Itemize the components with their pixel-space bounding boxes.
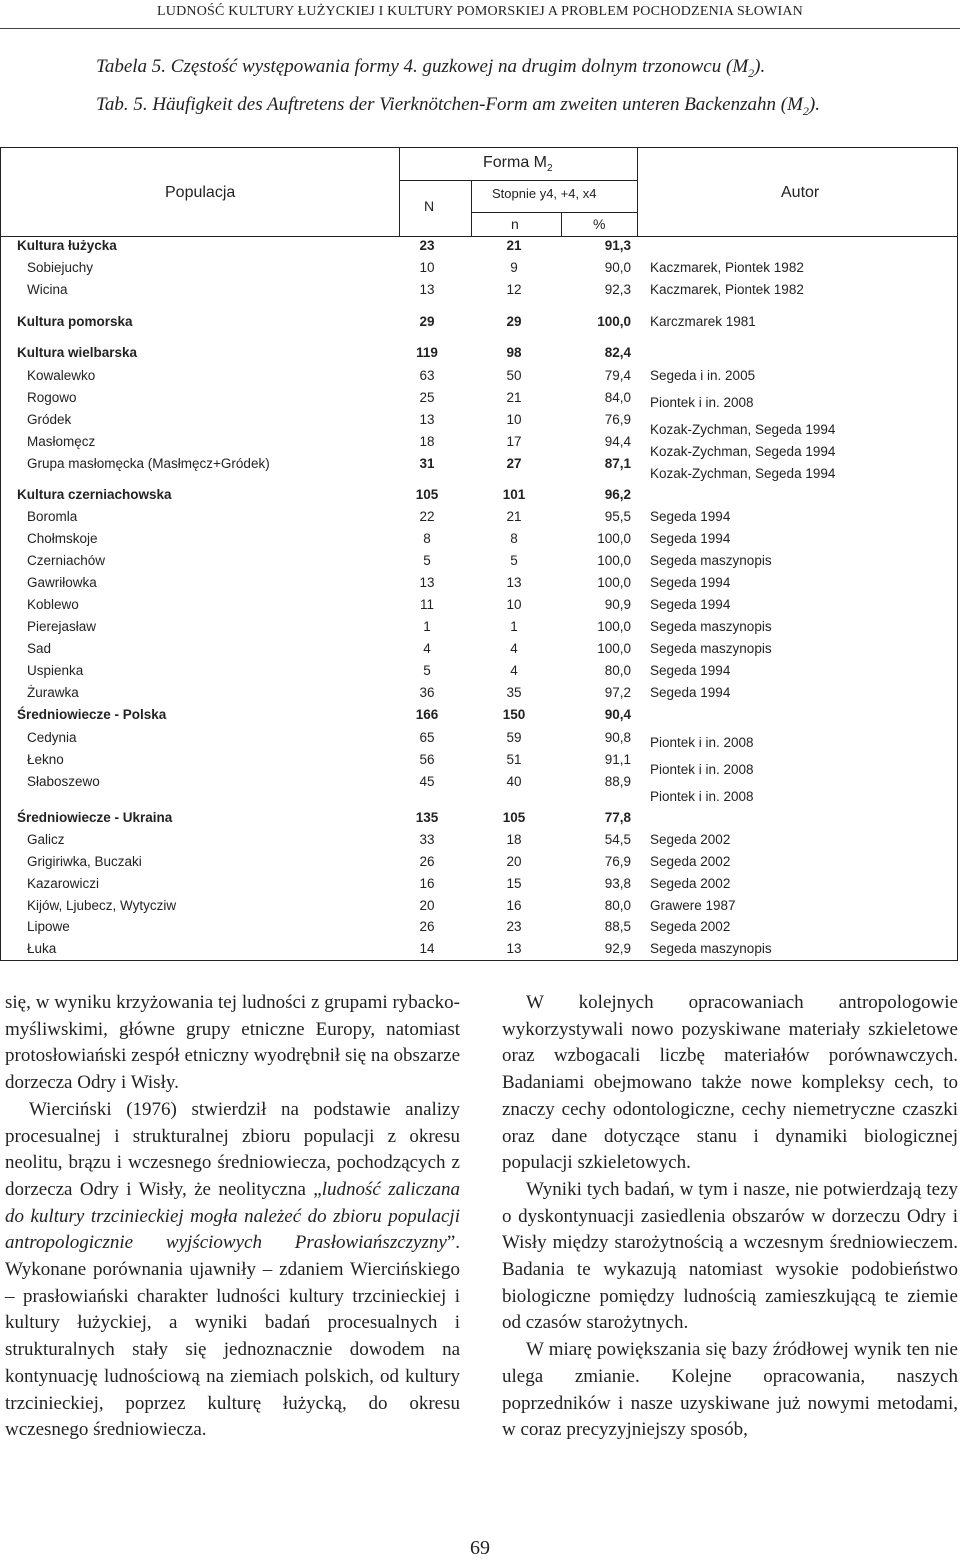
row-pct: 97,2 bbox=[604, 685, 631, 700]
row-author: Segeda i in. 2005 bbox=[650, 368, 756, 383]
row-population: Czerniachów bbox=[27, 553, 106, 568]
n-total-header: N bbox=[424, 198, 435, 214]
row-n: 21 bbox=[506, 509, 522, 524]
row-N: 166 bbox=[415, 707, 439, 722]
header-rule bbox=[0, 28, 960, 29]
row-pct: 91,1 bbox=[604, 752, 631, 767]
row-population: Chołmskoje bbox=[27, 531, 98, 546]
row-N: 20 bbox=[419, 898, 435, 913]
row-pct: 100,0 bbox=[597, 531, 631, 546]
row-N: 45 bbox=[419, 774, 435, 789]
row-n: 8 bbox=[510, 531, 518, 546]
caption-de-text: Tab. 5. Häufigkeit des Auftretens der Vierknötchen-Form am zweiten unteren Backenzahn (M bbox=[96, 94, 803, 115]
row-pct: 54,5 bbox=[604, 832, 631, 847]
row-author: Piontek i in. 2008 bbox=[650, 789, 754, 804]
row-population: Galicz bbox=[27, 832, 65, 847]
caption-de-sub: 2 bbox=[802, 103, 809, 118]
row-pct: 90,8 bbox=[604, 730, 631, 745]
row-population: Grigiriwka, Buczaki bbox=[27, 854, 142, 869]
row-population: Uspienka bbox=[27, 663, 84, 678]
row-N: 5 bbox=[423, 663, 431, 678]
row-pct: 100,0 bbox=[597, 553, 631, 568]
caption-pl-end: ). bbox=[754, 56, 766, 77]
row-n: 29 bbox=[506, 314, 522, 329]
quotation: ludność zaliczana do kultury trzcinieckiej mogła należeć do zbioru populacji antropologicznie wyjściowych Prasłowiańszczyzny bbox=[5, 1178, 460, 1254]
row-N: 11 bbox=[419, 597, 434, 612]
row-n: 13 bbox=[506, 575, 522, 590]
row-author: Kozak-Zychman, Segeda 1994 bbox=[650, 466, 836, 481]
row-N: 25 bbox=[419, 390, 435, 405]
row-n: 40 bbox=[506, 774, 522, 789]
paragraph-text: Wierciński (1976) stwierdził na podstawie analizy procesualnej i strukturalnej zbioru populacji z okresu neolitu, brązu i wczesnego średniowiecza, pochodzących z dorzecza Odry i Wisły, że neolityczna „ bbox=[5, 1098, 460, 1200]
row-N: 23 bbox=[419, 238, 435, 253]
row-n: 4 bbox=[510, 641, 518, 656]
row-author: Segeda 2002 bbox=[650, 832, 731, 847]
running-header: LUDNOŚĆ KULTURY ŁUŻYCKIEJ I KULTURY POMORSKIEJ A PROBLEM POCHODZENIA SŁOWIAN bbox=[157, 4, 803, 19]
row-N: 18 bbox=[419, 434, 435, 449]
row-population: Rogowo bbox=[27, 390, 77, 405]
row-population: Boromla bbox=[27, 509, 78, 524]
row-population: Kultura czerniachowska bbox=[17, 487, 172, 502]
row-pct: 92,3 bbox=[604, 282, 631, 297]
pct-header: % bbox=[593, 216, 606, 232]
row-n: 21 bbox=[506, 238, 522, 253]
row-n: 35 bbox=[506, 685, 522, 700]
row-n: 21 bbox=[506, 390, 522, 405]
row-n: 59 bbox=[506, 730, 522, 745]
row-pct: 80,0 bbox=[604, 898, 631, 913]
row-N: 13 bbox=[419, 412, 435, 427]
row-n: 18 bbox=[506, 832, 522, 847]
row-author: Kaczmarek, Piontek 1982 bbox=[650, 282, 804, 297]
caption-pl-text: Tabela 5. Częstość występowania formy 4. guzkowej na drugim dolnym trzonowcu (M bbox=[96, 56, 749, 77]
row-n: 101 bbox=[502, 487, 526, 502]
row-population: Słaboszewo bbox=[27, 774, 100, 789]
paragraph: Wyniki tych badań, w tym i nasze, nie potwierdzają tezy o dyskontynuacji zasiedlenia obszarów w dorzeczu Odry i Wisły między starożytnością a wczesnym średniowieczem. Badania te wykazują natomiast wysokie podobieństwo biologiczne pomiędzy ludnością zamieszkującą te ziemie od czasów starożytnych. bbox=[502, 1178, 958, 1334]
row-n: 4 bbox=[510, 663, 518, 678]
row-N: 119 bbox=[416, 345, 438, 360]
row-pct: 87,1 bbox=[604, 456, 631, 471]
row-author: Piontek i in. 2008 bbox=[650, 735, 754, 750]
row-divider bbox=[399, 180, 637, 181]
row-population: Średniowiecze - Polska bbox=[17, 707, 167, 722]
paragraph: W kolejnych opracowaniach antropologowie wykorzystywali nowo pozyskiwane materiały szkieletowe oraz wzbogacali liczbę materiałów porównawczych. Badaniami obejmowano także nowe kompleksy cech, to znaczy cechy odontologiczne, cechy niemetryczne czaszki oraz dane dotyczące stanu i dynamiki biologicznej populacji szkieletowych. bbox=[502, 992, 958, 1174]
row-pct: 95,5 bbox=[604, 509, 631, 524]
row-population: Kazarowiczi bbox=[27, 876, 100, 891]
row-N: 135 bbox=[415, 810, 439, 825]
row-population: Cedynia bbox=[27, 730, 77, 745]
paragraph-text: ”. Wykonane porównania ujawniły – zdaniem Wiercińskiego – prasłowiański charakter ludności kultury trzcinieckiej i kultury łużyckiej, a wyniki badań procesualnych i strukturalnych stały się jednoznacznie dowodem na kontynuację ludnościową na ziemiach polskich, od kultury trzcinieckiej, poprzez kulturę łużycką, do okresu wczesnego średniowiecza. bbox=[5, 1232, 460, 1441]
row-pct: 96,2 bbox=[604, 487, 631, 502]
row-pct: 92,9 bbox=[604, 941, 631, 956]
row-n: 23 bbox=[506, 919, 522, 934]
row-N: 31 bbox=[419, 456, 435, 471]
row-population: Pierejasław bbox=[27, 619, 97, 634]
text-column-left bbox=[5, 990, 460, 1444]
row-N: 14 bbox=[419, 941, 435, 956]
row-N: 26 bbox=[419, 854, 435, 869]
row-population: Wicina bbox=[27, 282, 68, 297]
row-population: Kultura pomorska bbox=[17, 314, 133, 329]
row-author: Segeda 1994 bbox=[650, 597, 731, 612]
row-divider bbox=[471, 212, 637, 213]
row-author: Segeda maszynopis bbox=[650, 941, 772, 956]
row-N: 22 bbox=[419, 509, 435, 524]
row-N: 4 bbox=[423, 641, 431, 656]
row-n: 98 bbox=[506, 345, 522, 360]
row-author: Segeda maszynopis bbox=[650, 553, 772, 568]
row-population: Sobiejuchy bbox=[27, 260, 94, 275]
row-n: 13 bbox=[506, 941, 522, 956]
row-N: 56 bbox=[419, 752, 435, 767]
row-n: 20 bbox=[506, 854, 522, 869]
row-population: Kijów, Ljubecz, Wytycziw bbox=[27, 898, 177, 913]
row-population: Gawriłowka bbox=[27, 575, 97, 590]
row-pct: 100,0 bbox=[597, 314, 631, 329]
row-N: 10 bbox=[419, 260, 435, 275]
row-author: Karczmarek 1981 bbox=[650, 314, 756, 329]
row-pct: 76,9 bbox=[604, 412, 631, 427]
row-population: Łuka bbox=[27, 941, 57, 956]
row-N: 29 bbox=[419, 314, 435, 329]
row-n: 16 bbox=[506, 898, 522, 913]
row-population: Grupa masłomęcka (Masłmęcz+Gródek) bbox=[27, 456, 270, 471]
header-bottom-rule bbox=[1, 236, 957, 237]
row-author: Segeda 1994 bbox=[650, 509, 731, 524]
row-pct: 76,9 bbox=[604, 854, 631, 869]
paragraph: W miarę powiększania się bazy źródłowej wynik ten nie ulega zmianie. Kolejne opracowania, naszych poprzedników i nasze uzyskiwane już nowymi metodami, w coraz precyzyjniejszy sposób, bbox=[502, 1339, 958, 1441]
n-header: n bbox=[511, 216, 519, 232]
row-pct: 77,8 bbox=[604, 810, 631, 825]
row-pct: 94,4 bbox=[604, 434, 631, 449]
col-divider bbox=[637, 148, 638, 237]
table-caption-polish bbox=[96, 56, 765, 81]
row-n: 51 bbox=[506, 752, 522, 767]
page-number: 69 bbox=[470, 1537, 490, 1559]
row-pct: 79,4 bbox=[604, 368, 631, 383]
row-author: Segeda 2002 bbox=[650, 854, 731, 869]
row-author: Segeda maszynopis bbox=[650, 619, 772, 634]
row-pct: 88,9 bbox=[604, 774, 631, 789]
row-N: 16 bbox=[419, 876, 435, 891]
row-author: Segeda 2002 bbox=[650, 919, 731, 934]
forma-header: Forma $M_2$ bbox=[483, 154, 553, 175]
paragraph: się, w wyniku krzyżowania tej ludności z grupami rybacko-myśliwskimi, główne grupy etniczne Europy, natomiast protosłowiański zespół etniczny wyodrębnił się na obszarze dorzecza Odry i Wisły. bbox=[5, 992, 460, 1094]
row-population: Żurawka bbox=[27, 685, 79, 700]
row-population: Lipowe bbox=[27, 919, 70, 934]
row-pct: 100,0 bbox=[597, 641, 631, 656]
data-table bbox=[0, 147, 958, 961]
row-n: 17 bbox=[506, 434, 522, 449]
row-pct: 100,0 bbox=[597, 619, 631, 634]
row-author: Segeda maszynopis bbox=[650, 641, 772, 656]
row-author: Kozak-Zychman, Segeda 1994 bbox=[650, 444, 836, 459]
row-population: Masłomęcz bbox=[27, 434, 96, 449]
row-pct: 82,4 bbox=[604, 345, 631, 360]
row-N: 36 bbox=[419, 685, 435, 700]
row-n: 10 bbox=[506, 412, 522, 427]
row-pct: 90,0 bbox=[604, 260, 631, 275]
row-n: 5 bbox=[510, 553, 518, 568]
autor-header: Autor bbox=[781, 184, 820, 201]
row-pct: 91,3 bbox=[604, 238, 631, 253]
caption-de-end: ). bbox=[808, 94, 820, 115]
row-N: 1 bbox=[423, 619, 431, 634]
text-column-right bbox=[502, 990, 958, 1444]
row-N: 26 bbox=[419, 919, 435, 934]
row-author: Segeda 1994 bbox=[650, 575, 731, 590]
row-n: 50 bbox=[506, 368, 522, 383]
caption-pl-sub: 2 bbox=[748, 65, 755, 80]
row-population: Średniowiecze - Ukraina bbox=[17, 810, 173, 825]
row-n: 15 bbox=[506, 876, 522, 891]
row-N: 65 bbox=[419, 730, 435, 745]
row-N: 13 bbox=[419, 282, 435, 297]
row-N: 33 bbox=[419, 832, 435, 847]
row-author: Piontek i in. 2008 bbox=[650, 395, 754, 410]
row-pct: 100,0 bbox=[597, 575, 631, 590]
row-N: 8 bbox=[423, 531, 431, 546]
col-divider bbox=[561, 212, 562, 237]
row-N: 63 bbox=[419, 368, 435, 383]
row-pct: 84,0 bbox=[604, 390, 631, 405]
table-caption-german bbox=[96, 94, 820, 119]
stopnie-header: Stopnie y4, +4, x4 bbox=[492, 186, 597, 201]
row-author: Piontek i in. 2008 bbox=[650, 762, 754, 777]
row-population: Sad bbox=[27, 641, 52, 656]
col-divider bbox=[399, 148, 400, 237]
paragraph bbox=[5, 1097, 460, 1444]
row-n: 105 bbox=[502, 810, 526, 825]
row-pct: 90,4 bbox=[604, 707, 631, 722]
row-author: Segeda 1994 bbox=[650, 685, 731, 700]
row-n: 12 bbox=[506, 282, 522, 297]
row-population: Kultura łużycka bbox=[17, 238, 117, 253]
row-author: Segeda 1994 bbox=[650, 531, 731, 546]
row-n: 10 bbox=[506, 597, 522, 612]
row-author: Segeda 2002 bbox=[650, 876, 731, 891]
row-population: Kowalewko bbox=[27, 368, 96, 383]
populacja-header: Populacja bbox=[165, 184, 236, 201]
row-n: 1 bbox=[510, 619, 518, 634]
row-population: Koblewo bbox=[27, 597, 79, 612]
row-author: Kozak-Zychman, Segeda 1994 bbox=[650, 422, 836, 437]
row-author: Segeda 1994 bbox=[650, 663, 731, 678]
col-divider bbox=[471, 180, 472, 237]
row-author: Kaczmarek, Piontek 1982 bbox=[650, 260, 804, 275]
row-pct: 93,8 bbox=[604, 876, 631, 891]
row-author: Grawere 1987 bbox=[650, 898, 736, 913]
row-pct: 90,9 bbox=[604, 597, 631, 612]
row-n: 9 bbox=[510, 260, 518, 275]
row-population: Kultura wielbarska bbox=[17, 345, 138, 360]
row-N: 105 bbox=[415, 487, 439, 502]
row-N: 13 bbox=[419, 575, 435, 590]
row-n: 150 bbox=[502, 707, 526, 722]
row-population: Gródek bbox=[27, 412, 72, 427]
row-pct: 88,5 bbox=[604, 919, 631, 934]
row-pct: 80,0 bbox=[604, 663, 631, 678]
row-n: 27 bbox=[506, 456, 522, 471]
row-population: Łekno bbox=[27, 752, 64, 767]
row-N: 5 bbox=[423, 553, 431, 568]
